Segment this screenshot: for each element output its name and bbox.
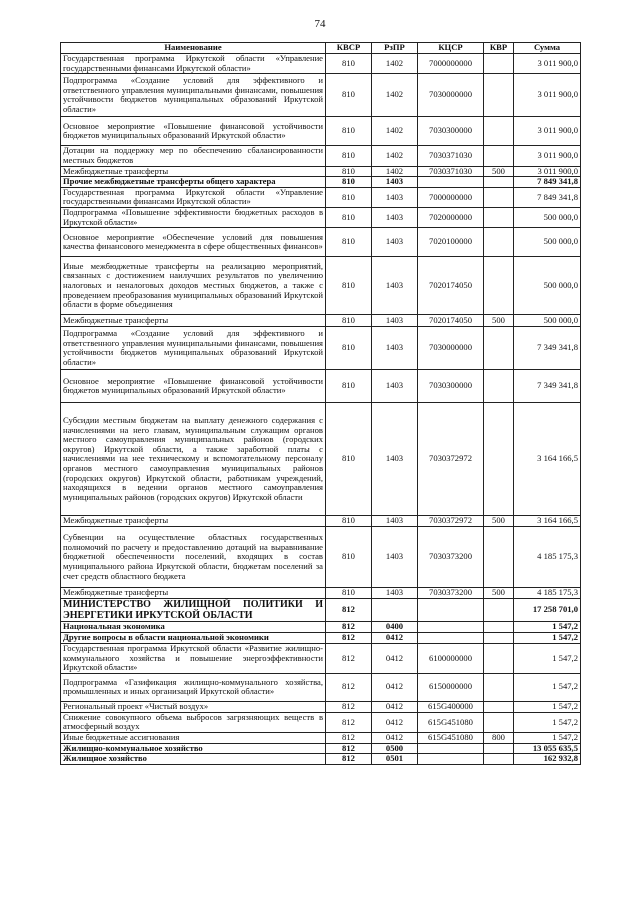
column-header-sum: Сумма	[514, 43, 581, 54]
cell-kcsr	[418, 177, 484, 188]
cell-kvsr: 810	[326, 187, 372, 207]
cell-sum: 3 011 900,0	[514, 74, 581, 117]
cell-kcsr: 7030371030	[418, 146, 484, 166]
cell-kvr	[484, 743, 514, 754]
cell-kvsr: 810	[326, 588, 372, 599]
cell-kcsr	[418, 754, 484, 765]
cell-kvsr: 810	[326, 327, 372, 370]
cell-rzpr: 1402	[372, 117, 418, 146]
cell-kcsr	[418, 598, 484, 621]
cell-name: Снижение совокупного объема выбросов загрязняющих веществ в атмосферный воздух	[61, 712, 326, 732]
cell-sum: 3 164 166,5	[514, 516, 581, 527]
cell-kvsr: 810	[326, 177, 372, 188]
cell-kvsr: 812	[326, 633, 372, 644]
cell-rzpr	[372, 598, 418, 621]
cell-name: Основное мероприятие «Обеспечение условий для повышения качества финансового менеджмента в сфере общественных финансов»	[61, 228, 326, 257]
cell-rzpr: 0400	[372, 622, 418, 633]
table-row	[61, 257, 581, 315]
cell-sum: 3 011 900,0	[514, 166, 581, 177]
table-row	[61, 743, 581, 754]
table-row	[61, 598, 581, 621]
cell-name: МИНИСТЕРСТВО ЖИЛИЩНОЙ ПОЛИТИКИ И ЭНЕРГЕТИКИ ИРКУТСКОЙ ОБЛАСТИ	[61, 598, 326, 621]
table-row	[61, 54, 581, 74]
cell-kvr: 500	[484, 315, 514, 327]
cell-rzpr: 1402	[372, 166, 418, 177]
cell-kvr	[484, 598, 514, 621]
cell-sum: 500 000,0	[514, 228, 581, 257]
cell-sum: 1 547,2	[514, 712, 581, 732]
cell-kvsr: 812	[326, 743, 372, 754]
cell-kvsr: 810	[326, 228, 372, 257]
cell-kvsr: 810	[326, 370, 372, 403]
cell-name: Дотации на поддержку мер по обеспечению сбалансированности местных бюджетов	[61, 146, 326, 166]
cell-sum: 500 000,0	[514, 208, 581, 228]
cell-sum: 3 164 166,5	[514, 403, 581, 516]
cell-kvsr: 812	[326, 701, 372, 712]
cell-sum: 1 547,2	[514, 643, 581, 673]
cell-kcsr: 7020000000	[418, 208, 484, 228]
cell-rzpr: 1403	[372, 370, 418, 403]
cell-name: Основное мероприятие «Повышение финансовой устойчивости бюджетов муниципальных образований Иркутской области»	[61, 117, 326, 146]
cell-kvsr: 810	[326, 257, 372, 315]
cell-kvsr: 812	[326, 754, 372, 765]
cell-name: Подпрограмма «Повышение эффективности бюджетных расходов в Иркутской области»	[61, 208, 326, 228]
cell-kcsr: 7020174050	[418, 315, 484, 327]
cell-kvr	[484, 146, 514, 166]
cell-sum: 1 547,2	[514, 701, 581, 712]
cell-kcsr: 615G400000	[418, 701, 484, 712]
table-row	[61, 74, 581, 117]
cell-kcsr: 7030373200	[418, 588, 484, 599]
cell-sum: 500 000,0	[514, 315, 581, 327]
table-row	[61, 588, 581, 599]
cell-rzpr: 1403	[372, 257, 418, 315]
cell-name: Жилищно-коммунальное хозяйство	[61, 743, 326, 754]
cell-kvsr: 812	[326, 733, 372, 744]
cell-kvsr: 810	[326, 166, 372, 177]
table-row	[61, 327, 581, 370]
cell-rzpr: 0412	[372, 643, 418, 673]
cell-kvsr: 810	[326, 117, 372, 146]
cell-rzpr: 1403	[372, 315, 418, 327]
cell-rzpr: 0500	[372, 743, 418, 754]
cell-rzpr: 0501	[372, 754, 418, 765]
cell-kvr	[484, 208, 514, 228]
cell-name: Подпрограмма «Создание условий для эффективного и ответственного управления муниципальными финансами, повышения устойчивости бюджетов муниципальных образований Иркутской области»	[61, 74, 326, 117]
cell-kvsr: 812	[326, 643, 372, 673]
cell-kvsr: 810	[326, 74, 372, 117]
cell-kcsr: 7000000000	[418, 54, 484, 74]
cell-name: Субвенции на осуществление областных государственных полномочий по расчету и предоставлению дотаций на выравнивание бюджетной обеспеченности поселений, входящих в состав муниципального района Иркутской области, бюджетам поселений за счет средств областного бюджета	[61, 527, 326, 588]
cell-rzpr: 0412	[372, 633, 418, 644]
cell-kvr	[484, 327, 514, 370]
cell-name: Другие вопросы в области национальной экономики	[61, 633, 326, 644]
cell-sum: 7 349 341,8	[514, 327, 581, 370]
table-row	[61, 633, 581, 644]
cell-kvsr: 812	[326, 673, 372, 701]
cell-name: Межбюджетные трансферты	[61, 315, 326, 327]
cell-name: Региональный проект «Чистый воздух»	[61, 701, 326, 712]
cell-kvr	[484, 117, 514, 146]
cell-kvr	[484, 74, 514, 117]
table-row	[61, 643, 581, 673]
cell-name: Государственная программа Иркутской области «Управление государственными финансами Иркутской области»	[61, 54, 326, 74]
table-row	[61, 733, 581, 744]
cell-name: Подпрограмма «Газификация жилищно-коммунального хозяйства, промышленных и иных организаций Иркутской области»	[61, 673, 326, 701]
cell-kcsr: 7030373200	[418, 527, 484, 588]
column-header-kcsr: КЦСР	[418, 43, 484, 54]
cell-sum: 4 185 175,3	[514, 588, 581, 599]
cell-kvr: 500	[484, 516, 514, 527]
table-row	[61, 315, 581, 327]
table-row	[61, 754, 581, 765]
cell-kcsr: 7030371030	[418, 166, 484, 177]
cell-kvsr: 810	[326, 516, 372, 527]
table-row	[61, 673, 581, 701]
cell-rzpr: 1403	[372, 403, 418, 516]
cell-kcsr: 7030372972	[418, 403, 484, 516]
table-header-row	[61, 43, 581, 54]
cell-sum: 1 547,2	[514, 633, 581, 644]
cell-kcsr: 6150000000	[418, 673, 484, 701]
cell-name: Жилищное хозяйство	[61, 754, 326, 765]
cell-kcsr: 7030300000	[418, 370, 484, 403]
cell-kcsr	[418, 622, 484, 633]
cell-kvr	[484, 257, 514, 315]
table-row	[61, 146, 581, 166]
cell-kvr: 500	[484, 166, 514, 177]
cell-sum: 17 258 701,0	[514, 598, 581, 621]
cell-rzpr: 1403	[372, 177, 418, 188]
cell-sum: 3 011 900,0	[514, 117, 581, 146]
table-row	[61, 370, 581, 403]
cell-rzpr: 1402	[372, 146, 418, 166]
cell-kvsr: 812	[326, 598, 372, 621]
table-row	[61, 166, 581, 177]
cell-name: Национальная экономика	[61, 622, 326, 633]
cell-rzpr: 0412	[372, 673, 418, 701]
cell-kcsr: 7030000000	[418, 327, 484, 370]
cell-rzpr: 1403	[372, 208, 418, 228]
budget-table	[60, 42, 581, 765]
cell-kvr	[484, 187, 514, 207]
cell-kcsr: 7030300000	[418, 117, 484, 146]
table-row	[61, 403, 581, 516]
cell-name: Иные межбюджетные трансферты на реализацию мероприятий, связанных с достижением наилучших результатов по увеличению налоговых и неналоговых доходов местных бюджетов, а также с проведением преобразования муниципальных образований Иркутской области в форме объединения	[61, 257, 326, 315]
cell-kvsr: 810	[326, 403, 372, 516]
cell-name: Подпрограмма «Создание условий для эффективного и ответственного управления муниципальными финансами, повышения устойчивости бюджетов муниципальных образований Иркутской области»	[61, 327, 326, 370]
cell-kvsr: 810	[326, 146, 372, 166]
cell-rzpr: 1403	[372, 527, 418, 588]
cell-kvr	[484, 54, 514, 74]
cell-kvr: 500	[484, 588, 514, 599]
cell-sum: 1 547,2	[514, 622, 581, 633]
cell-rzpr: 1402	[372, 74, 418, 117]
cell-sum: 1 547,2	[514, 673, 581, 701]
cell-sum: 4 185 175,3	[514, 527, 581, 588]
cell-kvr: 800	[484, 733, 514, 744]
cell-sum: 7 849 341,8	[514, 187, 581, 207]
page-number: 74	[314, 18, 326, 30]
table-row	[61, 187, 581, 207]
cell-kvsr: 812	[326, 622, 372, 633]
cell-name: Основное мероприятие «Повышение финансовой устойчивости бюджетов муниципальных образований Иркутской области»	[61, 370, 326, 403]
cell-name: Государственная программа Иркутской области «Управление государственными финансами Иркутской области»	[61, 187, 326, 207]
cell-kcsr: 7020100000	[418, 228, 484, 257]
cell-kvr	[484, 754, 514, 765]
cell-name: Государственная программа Иркутской области «Развитие жилищно-коммунального хозяйства и повышение энергоэффективности Иркутской области»	[61, 643, 326, 673]
cell-name: Прочие межбюджетные трансферты общего характера	[61, 177, 326, 188]
cell-kvsr: 810	[326, 54, 372, 74]
cell-kcsr: 7000000000	[418, 187, 484, 207]
cell-name: Межбюджетные трансферты	[61, 588, 326, 599]
table-row	[61, 177, 581, 188]
table-row	[61, 516, 581, 527]
table-row	[61, 701, 581, 712]
cell-kvr	[484, 370, 514, 403]
cell-kvsr: 810	[326, 527, 372, 588]
cell-kcsr: 6100000000	[418, 643, 484, 673]
table-row	[61, 527, 581, 588]
cell-kvr	[484, 633, 514, 644]
cell-sum: 7 849 341,8	[514, 177, 581, 188]
cell-name: Межбюджетные трансферты	[61, 516, 326, 527]
cell-kcsr: 615G451080	[418, 733, 484, 744]
cell-name: Межбюджетные трансферты	[61, 166, 326, 177]
cell-kvr	[484, 403, 514, 516]
cell-kcsr: 615G451080	[418, 712, 484, 732]
cell-kvsr: 810	[326, 208, 372, 228]
table-row	[61, 712, 581, 732]
cell-rzpr: 1403	[372, 588, 418, 599]
column-header-name: Наименование	[61, 43, 326, 54]
cell-rzpr: 1403	[372, 187, 418, 207]
cell-kvr	[484, 527, 514, 588]
column-header-kvsr: КВСР	[326, 43, 372, 54]
cell-rzpr: 0412	[372, 701, 418, 712]
cell-kcsr	[418, 743, 484, 754]
cell-kvr	[484, 622, 514, 633]
cell-kcsr	[418, 633, 484, 644]
cell-sum: 13 055 635,5	[514, 743, 581, 754]
cell-rzpr: 1403	[372, 327, 418, 370]
cell-name: Субсидии местным бюджетам на выплату денежного содержания с начислениями на него главам, муниципальным служащим органов местного самоуправления муниципальных районов (городских округов) Иркутской области, а также заработной платы с начислениями на нее техническому и вспомогательному персоналу органов местного самоуправления муниципальных районов (городских округов) Иркутской области, работникам учреждений, находящихся в ведении органов местного самоуправления муниципальных районов (городских округов) Иркутской области	[61, 403, 326, 516]
table-row	[61, 117, 581, 146]
cell-sum: 3 011 900,0	[514, 54, 581, 74]
cell-rzpr: 0412	[372, 712, 418, 732]
cell-rzpr: 0412	[372, 733, 418, 744]
cell-kcsr: 7020174050	[418, 257, 484, 315]
cell-kvsr: 810	[326, 315, 372, 327]
column-header-kvr: КВР	[484, 43, 514, 54]
cell-name: Иные бюджетные ассигнования	[61, 733, 326, 744]
cell-rzpr: 1403	[372, 516, 418, 527]
cell-sum: 3 011 900,0	[514, 146, 581, 166]
cell-kvr	[484, 712, 514, 732]
cell-kvr	[484, 701, 514, 712]
cell-rzpr: 1403	[372, 228, 418, 257]
cell-kvsr: 812	[326, 712, 372, 732]
cell-sum: 162 932,8	[514, 754, 581, 765]
cell-kvr	[484, 228, 514, 257]
cell-kcsr: 7030000000	[418, 74, 484, 117]
table-row	[61, 622, 581, 633]
cell-sum: 1 547,2	[514, 733, 581, 744]
cell-sum: 7 349 341,8	[514, 370, 581, 403]
cell-kcsr: 7030372972	[418, 516, 484, 527]
cell-kvr	[484, 643, 514, 673]
cell-rzpr: 1402	[372, 54, 418, 74]
column-header-rzpr: РзПР	[372, 43, 418, 54]
cell-kvr	[484, 673, 514, 701]
table-row	[61, 208, 581, 228]
table-row	[61, 228, 581, 257]
cell-kvr	[484, 177, 514, 188]
cell-sum: 500 000,0	[514, 257, 581, 315]
